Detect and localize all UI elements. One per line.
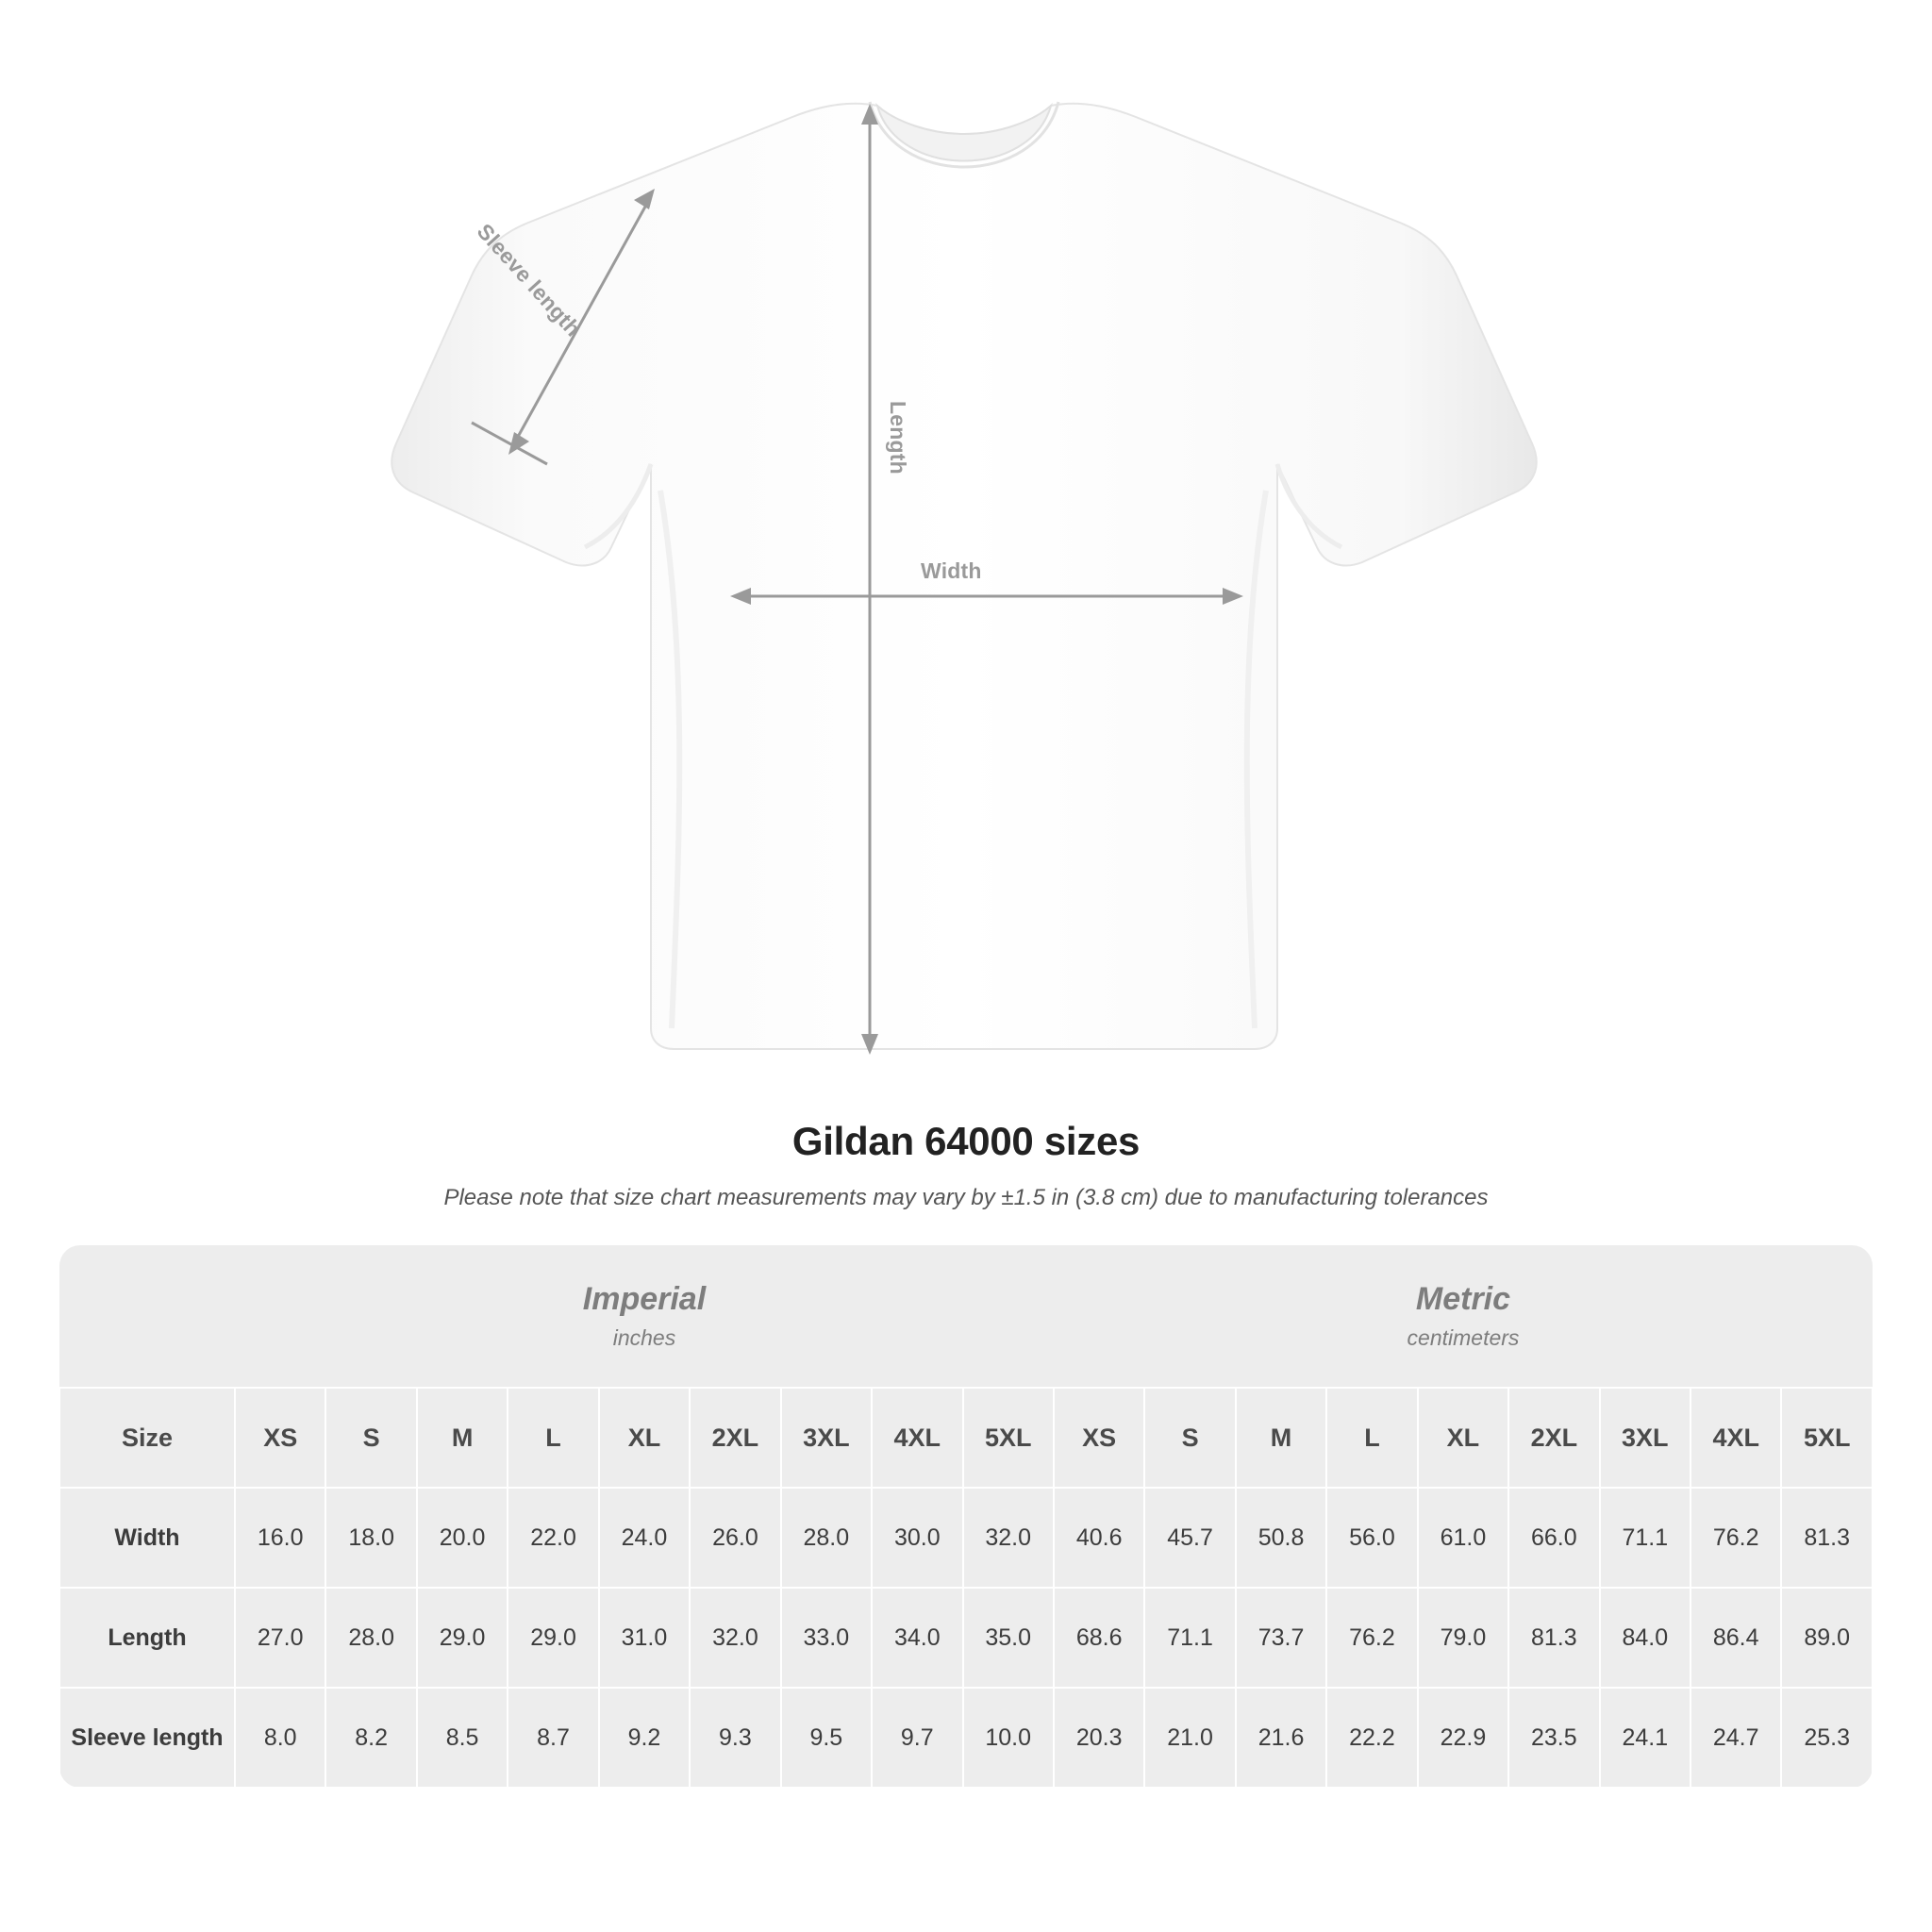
table-row xyxy=(59,1588,1873,1688)
size-header-cell: L xyxy=(508,1388,598,1488)
size-header-cell: 4XL xyxy=(1690,1388,1781,1488)
table-cell: 71.1 xyxy=(1144,1588,1235,1688)
table-cell: 31.0 xyxy=(599,1588,690,1688)
table-cell: 28.0 xyxy=(781,1488,872,1588)
table-cell: 27.0 xyxy=(235,1588,325,1688)
row-label-width: Width xyxy=(59,1488,235,1588)
size-header-cell: 2XL xyxy=(690,1388,780,1488)
table-cell: 73.7 xyxy=(1236,1588,1326,1688)
table-cell: 20.3 xyxy=(1054,1688,1144,1788)
unit-sub-metric: centimeters xyxy=(1407,1325,1520,1350)
table-cell: 20.0 xyxy=(417,1488,508,1588)
title-block xyxy=(0,1119,1932,1211)
table-cell: 35.0 xyxy=(963,1588,1054,1688)
size-header-label: Size xyxy=(59,1388,235,1488)
table-cell: 9.3 xyxy=(690,1688,780,1788)
table-cell: 61.0 xyxy=(1418,1488,1508,1588)
table-cell: 22.2 xyxy=(1326,1688,1417,1788)
table-row xyxy=(59,1488,1873,1588)
table-cell: 71.1 xyxy=(1600,1488,1690,1588)
table-cell: 10.0 xyxy=(963,1688,1054,1788)
table-cell: 9.7 xyxy=(872,1688,962,1788)
table-cell: 23.5 xyxy=(1508,1688,1599,1788)
unit-name-imperial: Imperial xyxy=(582,1281,707,1317)
size-header-cell: 3XL xyxy=(781,1388,872,1488)
units-row xyxy=(59,1245,1873,1388)
table-cell: 50.8 xyxy=(1236,1488,1326,1588)
table-cell: 81.3 xyxy=(1508,1588,1599,1688)
row-label-length: Length xyxy=(59,1588,235,1688)
table-cell: 32.0 xyxy=(963,1488,1054,1588)
size-header-cell: 3XL xyxy=(1600,1388,1690,1488)
table-cell: 8.7 xyxy=(508,1688,598,1788)
table-cell: 22.9 xyxy=(1418,1688,1508,1788)
unit-header-imperial xyxy=(235,1245,1054,1388)
size-header-cell: S xyxy=(1144,1388,1235,1488)
table-cell: 24.0 xyxy=(599,1488,690,1588)
table-cell: 9.5 xyxy=(781,1688,872,1788)
size-header-row xyxy=(59,1388,1873,1488)
size-header-cell: 5XL xyxy=(963,1388,1054,1488)
size-header-cell: XL xyxy=(1418,1388,1508,1488)
table-cell: 16.0 xyxy=(235,1488,325,1588)
page-title: Gildan 64000 sizes xyxy=(791,1119,1141,1163)
size-header-cell: M xyxy=(1236,1388,1326,1488)
size-table xyxy=(58,1245,1874,1789)
table-cell: 86.4 xyxy=(1690,1588,1781,1688)
table-corner xyxy=(59,1245,235,1388)
table-cell: 26.0 xyxy=(690,1488,780,1588)
table-cell: 18.0 xyxy=(325,1488,416,1588)
table-cell: 9.2 xyxy=(599,1688,690,1788)
unit-header-metric xyxy=(1054,1245,1873,1388)
table-cell: 21.0 xyxy=(1144,1688,1235,1788)
sleeve-length-label: Sleeve length xyxy=(472,219,586,341)
table-cell: 56.0 xyxy=(1326,1488,1417,1588)
length-label: Length xyxy=(886,401,910,475)
table-cell: 30.0 xyxy=(872,1488,962,1588)
table-cell: 76.2 xyxy=(1690,1488,1781,1588)
table-cell: 34.0 xyxy=(872,1588,962,1688)
table-cell: 24.7 xyxy=(1690,1688,1781,1788)
size-header-cell: 4XL xyxy=(872,1388,962,1488)
size-header-cell: 2XL xyxy=(1508,1388,1599,1488)
table-cell: 84.0 xyxy=(1600,1588,1690,1688)
tolerance-note: Please note that size chart measurements may vary by ±1.5 in (3.8 cm) due to manufacturing tolerances xyxy=(443,1185,1489,1210)
size-header-cell: XS xyxy=(235,1388,325,1488)
size-header-cell: XS xyxy=(1054,1388,1144,1488)
table-cell: 89.0 xyxy=(1781,1588,1873,1688)
table-cell: 22.0 xyxy=(508,1488,598,1588)
size-header-cell: S xyxy=(325,1388,416,1488)
table-cell: 81.3 xyxy=(1781,1488,1873,1588)
unit-sub-imperial: inches xyxy=(612,1325,676,1350)
table-cell: 68.6 xyxy=(1054,1588,1144,1688)
table-cell: 8.5 xyxy=(417,1688,508,1788)
table-cell: 66.0 xyxy=(1508,1488,1599,1588)
table-cell: 29.0 xyxy=(508,1588,598,1688)
size-header-cell: XL xyxy=(599,1388,690,1488)
table-row xyxy=(59,1688,1873,1788)
table-cell: 24.1 xyxy=(1600,1688,1690,1788)
table-cell: 79.0 xyxy=(1418,1588,1508,1688)
table-cell: 28.0 xyxy=(325,1588,416,1688)
size-header-cell: M xyxy=(417,1388,508,1488)
unit-name-metric: Metric xyxy=(1415,1281,1511,1317)
table-cell: 8.2 xyxy=(325,1688,416,1788)
table-cell: 25.3 xyxy=(1781,1688,1873,1788)
size-table-wrapper xyxy=(58,1245,1874,1789)
row-label-sleeve-length: Sleeve length xyxy=(59,1688,235,1788)
table-cell: 32.0 xyxy=(690,1588,780,1688)
table-cell: 29.0 xyxy=(417,1588,508,1688)
table-cell: 40.6 xyxy=(1054,1488,1144,1588)
size-header-cell: L xyxy=(1326,1388,1417,1488)
table-cell: 45.7 xyxy=(1144,1488,1235,1588)
table-cell: 76.2 xyxy=(1326,1588,1417,1688)
table-cell: 21.6 xyxy=(1236,1688,1326,1788)
size-header-cell: 5XL xyxy=(1781,1388,1873,1488)
width-label: Width xyxy=(921,558,982,583)
table-cell: 8.0 xyxy=(235,1688,325,1788)
table-cell: 33.0 xyxy=(781,1588,872,1688)
